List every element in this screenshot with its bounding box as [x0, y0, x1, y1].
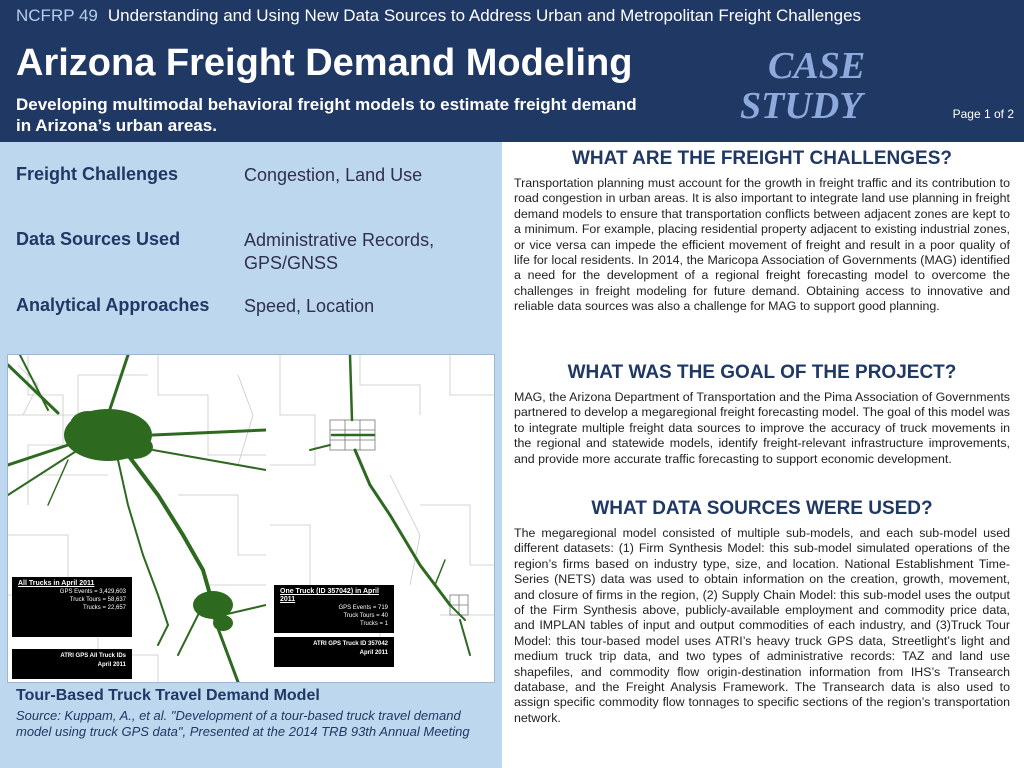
footer-line: April 2011 — [359, 650, 388, 656]
header-banner — [0, 0, 1024, 142]
footer-line: April 2011 — [97, 662, 126, 668]
section-body: The megaregional model consisted of multiple sub-models, and each sub-model used different datasets: (1) Firm Synthesis Model: this sub-model simulated operations of the region’s firms based on industry type, size, and location. National Establishment Time-Series (NETS) data was used to obtain information on the creation, growth, movement, and closure of firms in the region, (2) Supply Chain Model: this sub-model uses the output of the Firm Synthesis above, publicly-available employment and commodity price data, and IMPLAN tables of input and output commodities of each industry, and (3)Truck Tour Model: this tour-based model uses ATRI’s heavy truck GPS data, Streetlight’s light and medium truck trip data, and two types of administrative records: TAZ and land use shapefiles, and commodity flow origin-destination information from IHS’s Transearch database, and the Freight Analysis Framework. The Transearch data is also used to assign specific commodity flow tonnages to specific sections of the region’s transportation network. — [514, 526, 1010, 725]
page-subtitle: Developing multimodal behavioral freight models to estimate freight demand in Arizona’s urban areas. — [16, 95, 637, 135]
series-id: NCFRP 49 — [16, 6, 98, 25]
footer-line: ATRI GPS Truck ID 357042 — [313, 641, 388, 647]
map-footer-one-truck — [274, 637, 394, 667]
legend-line: GPS Events = 3,429,603 — [59, 589, 126, 595]
fact-value: Congestion, Land Use — [244, 165, 423, 185]
case-study-badge — [740, 46, 910, 126]
map-all-trucks — [8, 355, 266, 682]
badge-line-1: CASE — [768, 45, 866, 87]
fact-label: Freight Challenges — [16, 164, 179, 184]
page-indicator: Page 1 of 2 — [952, 107, 1014, 121]
map-footer-all-trucks — [12, 649, 132, 679]
fact-label: Data Sources Used — [16, 229, 181, 249]
map-legend-one-truck — [274, 585, 394, 633]
section-body: Transportation planning must account for the growth in freight traffic and its contribution to road congestion in urban areas. It is also important to integrate land use planning in freight demand models to ensure that transportation conflicts between adjacent zones are kept to a minimum. For example, placing residential property adjacent to existing industrial zones, or vice versa can impede the efficient movement of freight and result in a poor quality of life for local residents. In 2014, the Maricopa Association of Governments (MAG) identified a need for the development of a regional freight forecasting model to overcome the challenges in freight modeling for future demand. Obtaining access to innovative and reliable data sources was also a challenge for MAG to support good planning. — [514, 176, 1010, 314]
section-heading: WHAT DATA SOURCES WERE USED? — [591, 498, 933, 519]
legend-line: GPS Events = 719 — [338, 605, 388, 611]
map-one-truck — [270, 355, 494, 682]
section-heading: WHAT WAS THE GOAL OF THE PROJECT? — [567, 362, 957, 383]
fact-value: Administrative Records, GPS/GNSS — [244, 230, 435, 273]
section-challenges — [514, 148, 1010, 315]
fact-value: Speed, Location — [244, 296, 375, 316]
section-heading: WHAT ARE THE FREIGHT CHALLENGES? — [572, 148, 952, 169]
section-data-sources — [514, 498, 1010, 726]
map-legend-all-trucks — [12, 577, 132, 637]
legend-title: One Truck (ID 357042) in April 2011 — [280, 588, 379, 603]
map-caption — [16, 687, 496, 740]
page-title: Arizona Freight Demand Modeling — [16, 42, 633, 84]
fact-label: Analytical Approaches — [16, 295, 210, 315]
legend-line: Truck Tours = 40 — [343, 613, 388, 619]
footer-line: ATRI GPS All Truck IDs — [60, 653, 126, 659]
legend-line: Trucks = 1 — [360, 621, 388, 627]
legend-title: All Trucks in April 2011 — [18, 580, 95, 587]
series-line — [16, 6, 861, 26]
badge-line-2: STUDY — [740, 85, 863, 127]
legend-line: Trucks = 22,657 — [83, 605, 126, 611]
caption-source: Source: Kuppam, A., et al. "Development of a tour-based truck travel demand model using truck GPS data", Presented at the 2014 TRB 93th Annual Meeting — [16, 708, 470, 739]
caption-title: Tour-Based Truck Travel Demand Model — [16, 687, 320, 704]
section-body: MAG, the Arizona Department of Transportation and the Pima Association of Governments partnered to develop a megaregional freight forecasting model. The goal of this model was to integrate multiple freight data sources to improve the accuracy of truck movements in the regional and statewide models, identify freight-relevant infrastructure improvements, and provide more accurate traffic forecasting to support economic development. — [514, 390, 1010, 466]
legend-line: Truck Tours = 58,637 — [69, 597, 126, 603]
series-title: Understanding and Using New Data Sources to Address Urban and Metropolitan Freight Challenges — [107, 6, 862, 25]
truck-gps-maps — [7, 354, 495, 683]
section-goal — [514, 362, 1010, 467]
